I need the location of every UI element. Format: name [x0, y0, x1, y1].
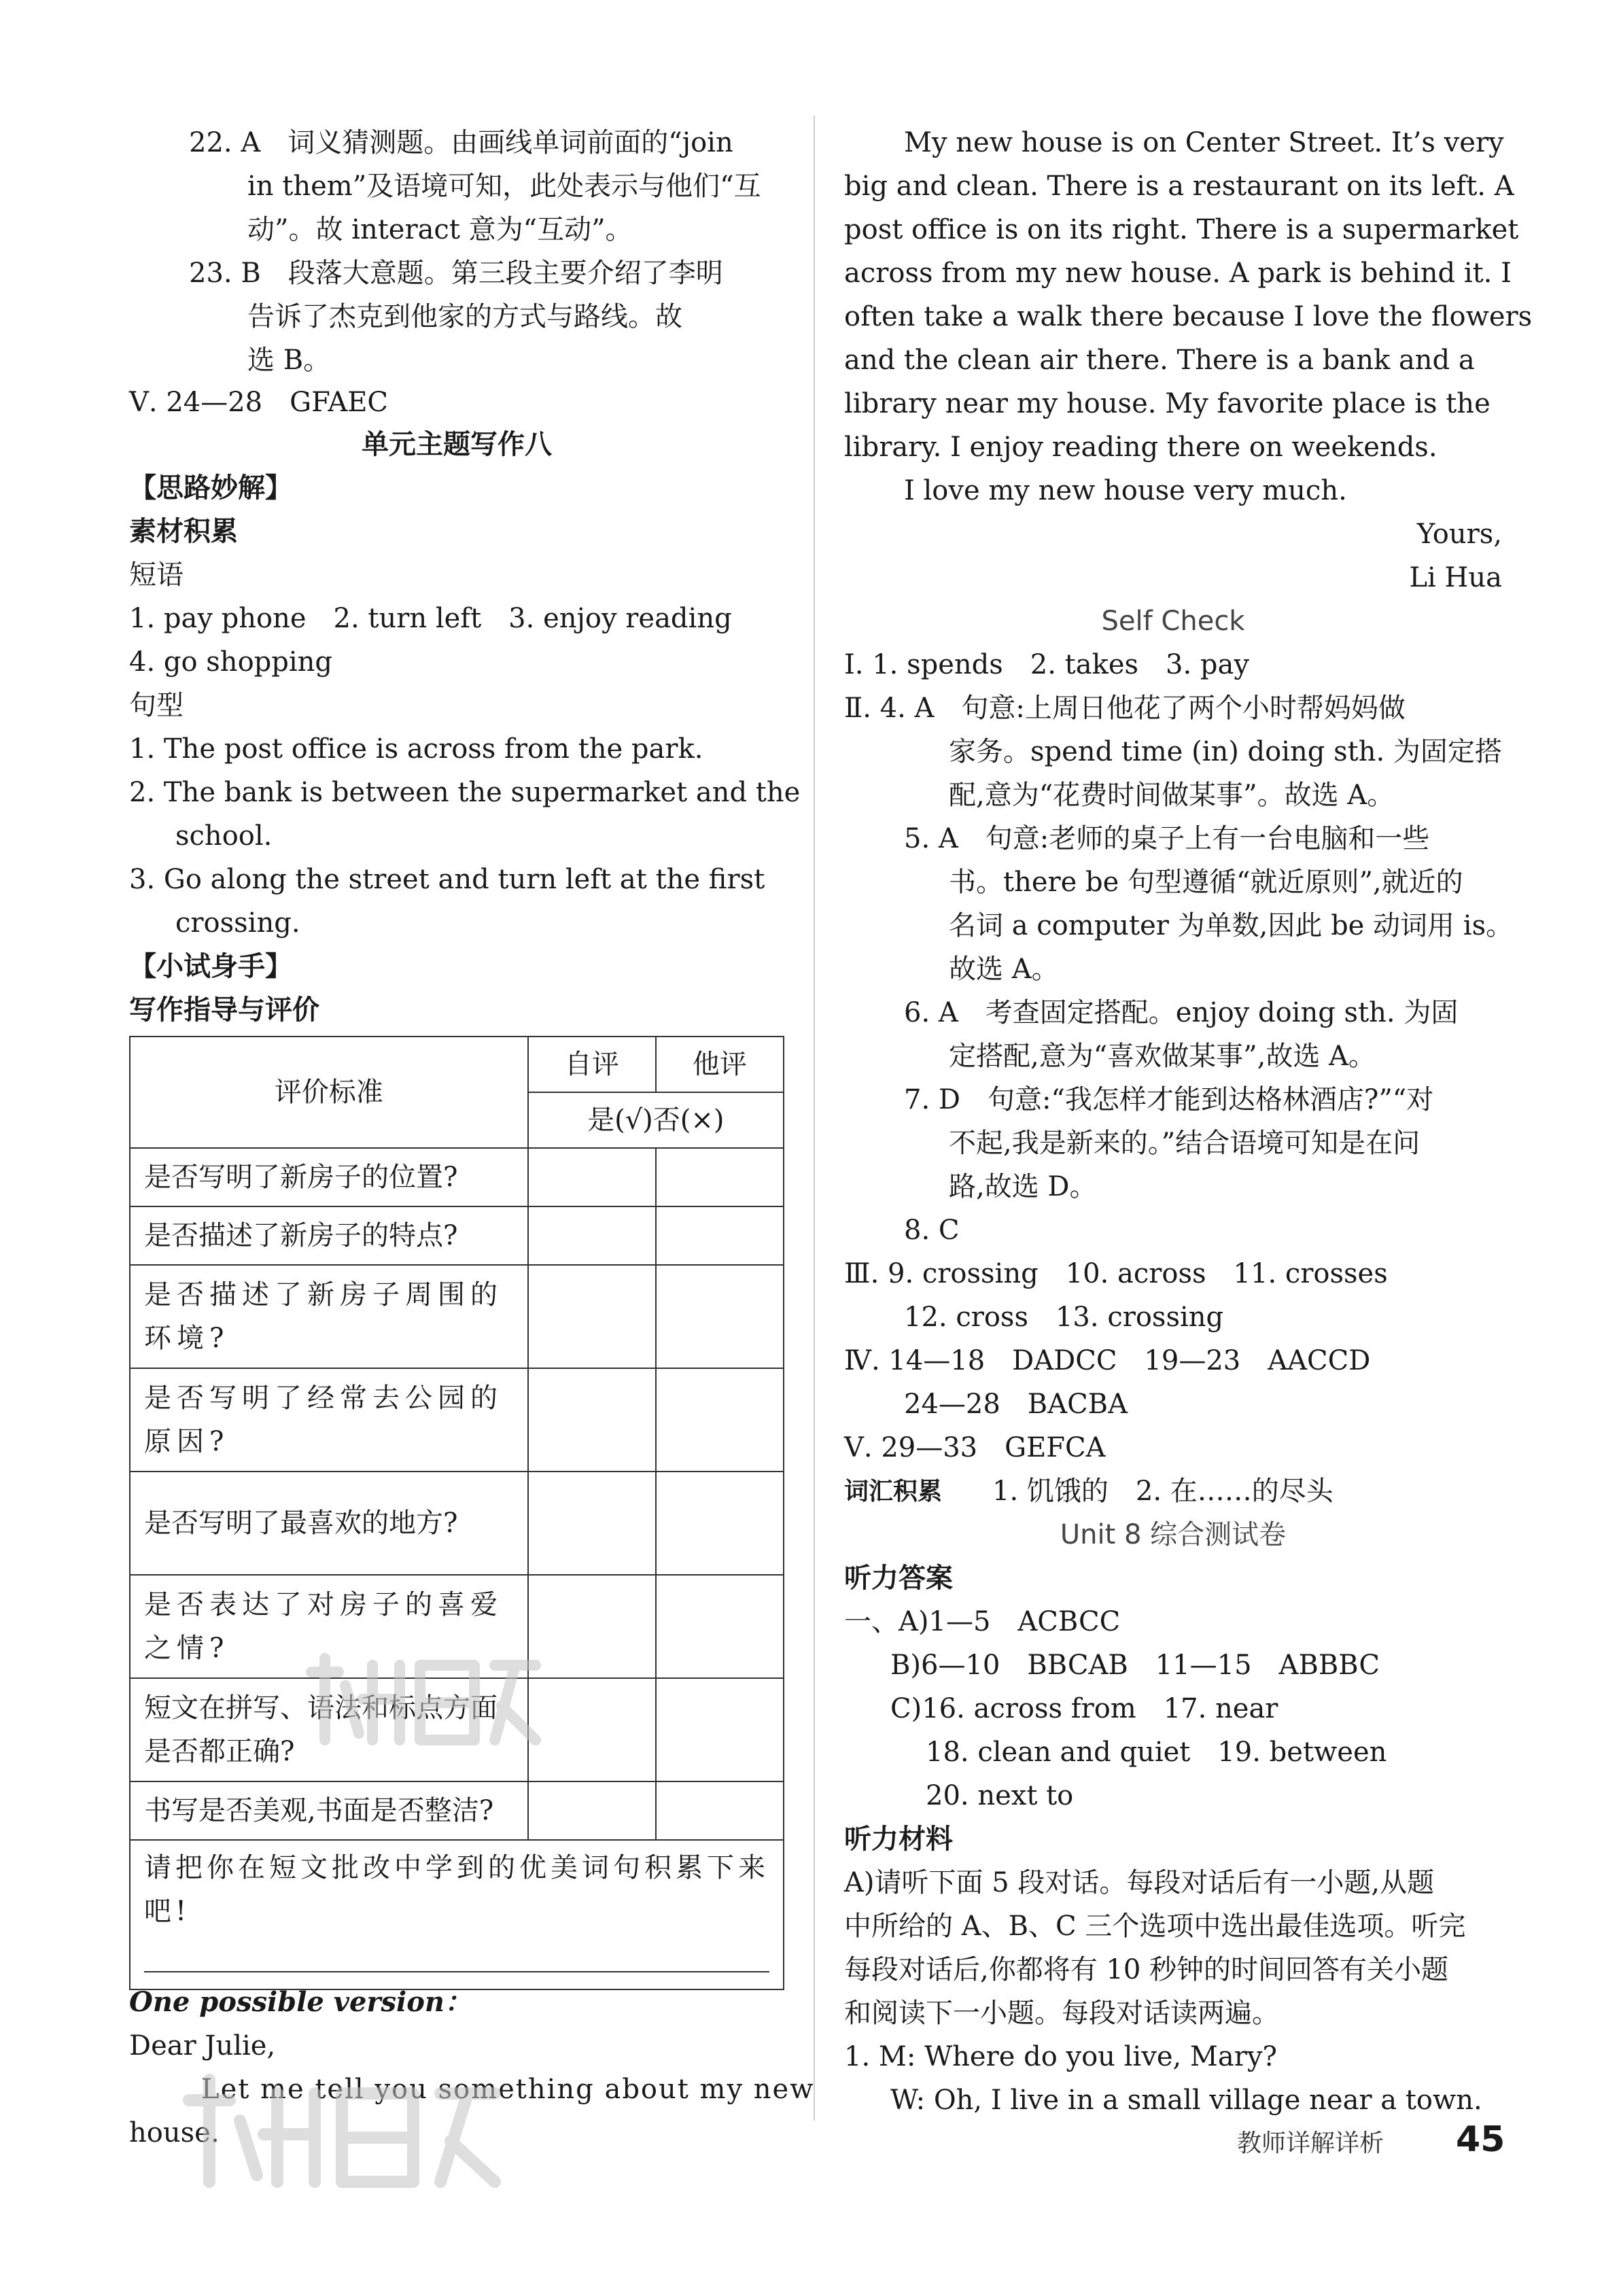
ii-7-line-2: 不起,我是新来的。”结合语境可知是在问 — [949, 1128, 1420, 1159]
ii-5-line-1: 5. A 句意:老师的桌子上有一台电脑和一些 — [904, 823, 1430, 854]
ii-4-line-1: Ⅱ. 4. A 句意:上周日他花了两个小时帮妈妈做 — [844, 693, 1406, 724]
column-divider — [814, 116, 815, 2121]
page-number: 45 — [1456, 2119, 1505, 2160]
q23-line-2: 告诉了杰克到他家的方式与路线。故 — [247, 301, 682, 332]
letter-para-1-line-3: post office is on its right. There is a supermarket — [844, 214, 1519, 245]
watermark-logo — [298, 1645, 549, 1785]
other-eval-cell — [656, 1368, 784, 1472]
ii-8: 8. C — [904, 1215, 960, 1246]
iv-line-2: 24—28 BACBA — [904, 1389, 1128, 1420]
self-check-i: Ⅰ. 1. spends 2. takes 3. pay — [844, 649, 1249, 680]
sentence-2a: 2. The bank is between the supermarket and the — [129, 777, 801, 808]
q23-line-1: 23. B 段落大意题。第三段主要介绍了李明 — [189, 258, 723, 289]
other-eval-cell — [656, 1206, 784, 1265]
letter-closing: Yours, — [1416, 519, 1502, 550]
iii-line-1: Ⅲ. 9. crossing 10. across 11. crosses — [844, 1258, 1388, 1289]
ii-5-line-3: 名词 a computer 为单数,因此 be 动词用 is。 — [949, 910, 1514, 941]
watermark-graphic — [175, 2066, 515, 2202]
ii-5-line-4: 故选 A。 — [949, 954, 1059, 985]
dialog-line-2: W: Oh, I live in a small village near a town. — [890, 2085, 1482, 2116]
letter-greeting: Dear Julie, — [129, 2030, 276, 2062]
other-eval-cell — [656, 1472, 784, 1575]
table-footer-note — [130, 1840, 784, 1989]
letter-para-2: I love my new house very much. — [904, 475, 1347, 506]
table-row — [130, 1148, 784, 1206]
material-line-2: 中所给的 A、B、C 三个选项中选出最佳选项。听完 — [844, 1911, 1466, 1942]
ii-5-line-2: 书。there be 句型遵循“就近原则”,就近的 — [949, 867, 1463, 898]
other-eval-cell — [656, 1575, 784, 1678]
sucai-heading: 素材积累 — [129, 516, 238, 547]
material-line-3: 每段对话后,你都将有 10 秒钟的时间回答有关小题 — [844, 1954, 1449, 1985]
table-row — [130, 1472, 784, 1575]
one-possible-version-label: One possible version： — [129, 1986, 472, 2018]
table-head-criteria: 评价标准 — [130, 1037, 528, 1148]
table-head-other: 他评 — [656, 1037, 784, 1092]
table-footer-text: 请把你在短文批改中学到的优美词句积累下来吧! — [144, 1852, 769, 1927]
ii-6-line-1: 6. A 考查固定搭配。enjoy doing sth. 为固 — [904, 997, 1459, 1028]
watermark-graphic — [298, 1645, 549, 1760]
letter-para-1-line-6: and the clean air there. There is a bank and a — [844, 345, 1475, 376]
cihui-text: 1. 饥饿的 2. 在……的尽头 — [992, 1476, 1334, 1507]
letter-line-1: Let me tell you something about my new — [201, 2074, 815, 2105]
iii-line-2: 12. cross 13. crossing — [904, 1302, 1224, 1333]
duanyu-label: 短语 — [129, 559, 184, 591]
ii-6-line-2: 定搭配,意为“喜欢做某事”,故选 A。 — [949, 1041, 1376, 1072]
criteria-cell: 是否写明了经常去公园的原因? — [130, 1368, 528, 1472]
self-check-title: Self Check — [1101, 606, 1245, 637]
phrases-line-1: 1. pay phone 2. turn left 3. enjoy reading — [129, 603, 732, 634]
watermark-logo — [175, 2066, 515, 2227]
letter-para-1-line-8: library. I enjoy reading there on weekends. — [844, 432, 1437, 463]
self-eval-cell — [528, 1148, 656, 1206]
letter-para-1-line-5: often take a walk there because I love the flowers — [844, 301, 1533, 332]
answers-line-2: B)6—10 BBCAB 11—15 ABBBC — [890, 1650, 1380, 1681]
iv-line-1: Ⅳ. 14—18 DADCC 19—23 AACCD — [844, 1345, 1371, 1376]
table-row — [130, 1368, 784, 1472]
sentence-3b: crossing. — [175, 907, 300, 939]
dialog-line-1: 1. M: Where do you live, Mary? — [844, 2041, 1277, 2072]
ii-7-line-3: 路,故选 D。 — [949, 1171, 1097, 1202]
criteria-cell: 是否写明了新房子的位置? — [130, 1148, 528, 1206]
letter-para-1-line-1: My new house is on Center Street. It’s very — [904, 127, 1504, 158]
evaluation-table — [129, 1036, 784, 1990]
sentence-3a: 3. Go along the street and turn left at the first — [129, 864, 765, 895]
self-eval-cell — [528, 1781, 656, 1840]
v-line: Ⅴ. 29—33 GEFCA — [844, 1432, 1106, 1463]
table-row — [130, 1265, 784, 1368]
other-eval-cell — [656, 1148, 784, 1206]
letter-line-2: house. — [129, 2117, 220, 2149]
table-row — [130, 1781, 784, 1840]
criteria-cell: 是否写明了最喜欢的地方? — [130, 1472, 528, 1575]
letter-para-1-line-2: big and clean. There is a restaurant on its left. A — [844, 171, 1514, 202]
tingli-answers-heading: 听力答案 — [844, 1563, 953, 1594]
ii-4-line-2: 家务。spend time (in) doing sth. 为固定搭 — [949, 736, 1502, 767]
self-eval-cell — [528, 1368, 656, 1472]
criteria-cell: 是否描述了新房子周围的环境? — [130, 1265, 528, 1368]
xiezuo-heading: 写作指导与评价 — [129, 994, 319, 1026]
q22-line-1: 22. A 词义猜测题。由画线单词前面的“join — [189, 127, 733, 158]
ii-7-line-1: 7. D 句意:“我怎样才能到达格林酒店?”“对 — [904, 1084, 1434, 1115]
table-row — [130, 1206, 784, 1265]
q23-line-3: 选 B。 — [247, 345, 331, 376]
answers-line-4: 18. clean and quiet 19. between — [926, 1737, 1387, 1768]
self-eval-cell — [528, 1472, 656, 1575]
table-head-yesno: 是(√)否(×) — [528, 1092, 784, 1148]
self-eval-cell — [528, 1265, 656, 1368]
section-v-answers: Ⅴ. 24—28 GFAEC — [129, 387, 389, 418]
other-eval-cell — [656, 1265, 784, 1368]
tingli-material-heading: 听力材料 — [844, 1824, 953, 1855]
q22-line-3: 动”。故 interact 意为“互动”。 — [247, 214, 633, 245]
self-eval-cell — [528, 1206, 656, 1265]
unit8-test-title: Unit 8 综合测试卷 — [1060, 1519, 1287, 1550]
sentence-1: 1. The post office is across from the park. — [129, 733, 703, 765]
juxing-label: 句型 — [129, 690, 184, 721]
footer-label: 教师详解详析 — [1237, 2129, 1384, 2157]
letter-signature: Li Hua — [1409, 562, 1502, 593]
material-line-1: A)请听下面 5 段对话。每段对话后有一小题,从题 — [844, 1867, 1435, 1898]
sentence-2b: school. — [175, 820, 273, 852]
writing-line — [144, 1971, 769, 1972]
siluo-heading: 【思路妙解】 — [129, 472, 292, 504]
letter-para-1-line-4: across from my new house. A park is behind it. I — [844, 258, 1512, 289]
xiaoshi-heading: 【小试身手】 — [129, 951, 292, 982]
criteria-cell: 是否描述了新房子的特点? — [130, 1206, 528, 1265]
table-head-self: 自评 — [528, 1037, 656, 1092]
other-eval-cell — [656, 1678, 784, 1781]
other-eval-cell — [656, 1781, 784, 1840]
q22-line-2: in them”及语境可知，此处表示与他们“互 — [247, 171, 761, 202]
phrases-line-2: 4. go shopping — [129, 646, 333, 678]
unit-writing-title: 单元主题写作八 — [362, 429, 552, 460]
answers-line-1: 一、A)1—5 ACBCC — [844, 1606, 1121, 1637]
criteria-cell: 是否表达了对房子的喜爱之情? — [130, 1575, 528, 1678]
answers-line-3: C)16. across from 17. near — [890, 1693, 1278, 1724]
material-line-4: 和阅读下一小题。每段对话读两遍。 — [844, 1998, 1279, 2029]
answers-line-5: 20. next to — [926, 1780, 1074, 1811]
letter-para-1-line-7: library near my house. My favorite place is the — [844, 388, 1491, 419]
cihui-label: 词汇积累 — [844, 1477, 943, 1506]
criteria-cell: 短文在拼写、语法和标点方面是否都正确? — [130, 1678, 528, 1781]
ii-4-line-3: 配,意为“花费时间做某事”。故选 A。 — [949, 780, 1395, 811]
criteria-cell: 书写是否美观,书面是否整洁? — [130, 1781, 528, 1840]
